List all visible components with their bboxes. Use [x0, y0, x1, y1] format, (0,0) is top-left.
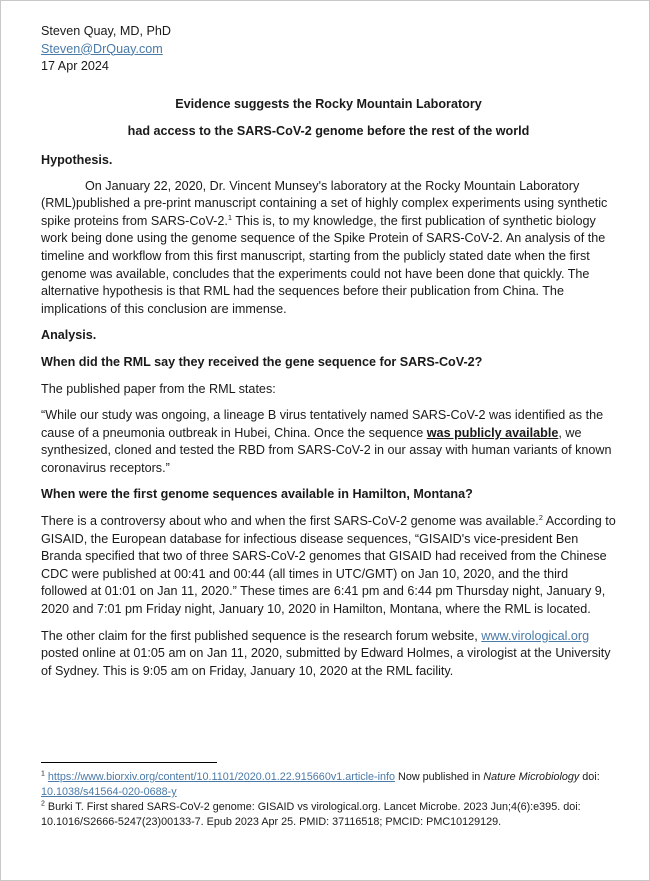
footnote-2-number: 2 — [41, 800, 45, 808]
quote-emphasis: was publicly available — [426, 425, 559, 440]
p3-text-a: The other claim for the first published sequence is the research forum website, — [41, 628, 482, 643]
hypothesis-text-a: On January 22, 2020, Dr. Vincent Munsey's laboratory at the Rocky Mountain Laboratory (RML)published a pre-print manuscript containing a set of highly complex experiments using synthetic spike proteins from SARS-CoV-2. — [41, 178, 608, 228]
footnote-1-link[interactable]: https://www.biorxiv.org/content/10.1101/2020.01.22.915660v1.article-info — [47, 771, 396, 783]
footnote-1-journal: Nature Microbiology — [483, 771, 580, 783]
quote-text-a: “While our study was ongoing, a lineage B virus tentatively named SARS-CoV-2 was identified as the cause of a pneumonia outbreak in Hubei, China. Once the sequence — [41, 408, 604, 440]
document-body — [41, 23, 616, 680]
p3-text-b: posted online at 01:05 am on Jan 11, 2020, submitted by Edward Holmes, a virologist at the University of Sydney. This is 9:05 am on Friday, January 10, 2020 at the RML facility. — [41, 646, 611, 678]
footnote-1-number: 1 — [41, 770, 45, 778]
quote-text-b: , we synthesized, cloned and tested the RBD from SARS-CoV-2 in our assay with human variants of known coronavirus receptors.” — [41, 425, 612, 475]
q2-text-b: According to GISAID, the European database for infectious disease sequences, “GISAID's vice-president Ben Branda specified that two of three SARS-CoV-2 genomes that GISAID had received from the Chinese CDC were published at 00:41 and 00:44 (all times in UTC/GMT) on Jan 10, 2020, and the third followed at 01:01 on Jan 11, 2020.” These times are 6:41 pm and 6:44 pm Thursday night, January 9, 2020 and 7:01 pm Friday night, January 10, 2020 in Hamilton, Montana, where the RML is located. — [41, 514, 616, 617]
footnote-1-doi-link[interactable]: 10.1038/s41564-020-0688-y — [41, 786, 177, 798]
author-name: Steven Quay, MD, PhD — [41, 24, 171, 38]
footnote-ref-2[interactable]: 2 — [538, 512, 543, 522]
quote-intro: The published paper from the RML states: — [41, 381, 276, 396]
footnotes — [41, 762, 616, 830]
question-1-heading: When did the RML say they received the gene sequence for SARS-CoV-2? — [41, 354, 483, 369]
hypothesis-paragraph — [41, 178, 616, 319]
virological-paragraph — [41, 628, 616, 681]
virological-link[interactable]: www.virological.org — [481, 628, 590, 643]
author-email-link[interactable]: Steven@DrQuay.com — [41, 41, 163, 56]
hypothesis-text-b: This is, to my knowledge, the first publication of synthetic biology work being done using the genome sequence of the Spike Protein of SARS-CoV-2. An analysis of the timeline and workflow from this first manuscript, starting from the publicly stated date when the first genome was available, concludes that the experiments could not have been done that quickly. The alternative hypothesis is that RML had the sequences before their publication from China. The implications of this conclusion are immense. — [41, 213, 606, 316]
footnote-1-text: Now published in — [395, 771, 484, 783]
q2-text-a: There is a controversy about who and when the first SARS-CoV-2 genome was available. — [41, 514, 539, 529]
footnote-1 — [41, 770, 616, 800]
question-2-heading: When were the first genome sequences available in Hamilton, Montana? — [41, 487, 473, 502]
analysis-heading: Analysis. — [41, 328, 97, 343]
footnote-ref-1[interactable]: 1 — [227, 212, 233, 222]
title-line-2: had access to the SARS-CoV-2 genome before the rest of the world — [127, 124, 530, 139]
footnote-2-text: Burki T. First shared SARS-CoV-2 genome: GISAID vs virological.org. Lancet Microbe. 2023 Jun;4(6):e395. doi: 10.1016/S2666-5247(23)00133-7. Epub 2023 Apr 25. PMID: 37116518; PMCID: PMC10129129. — [41, 801, 581, 828]
footnote-separator — [41, 762, 217, 763]
hypothesis-heading: Hypothesis. — [41, 152, 113, 167]
document-date: 17 Apr 2024 — [41, 59, 109, 74]
rml-quote — [41, 407, 616, 477]
title-line-1: Evidence suggests the Rocky Mountain Laboratory — [175, 96, 482, 111]
footnote-1-doi-label: doi: — [579, 771, 600, 783]
genome-availability-paragraph — [41, 513, 616, 619]
footnote-2 — [41, 800, 616, 830]
